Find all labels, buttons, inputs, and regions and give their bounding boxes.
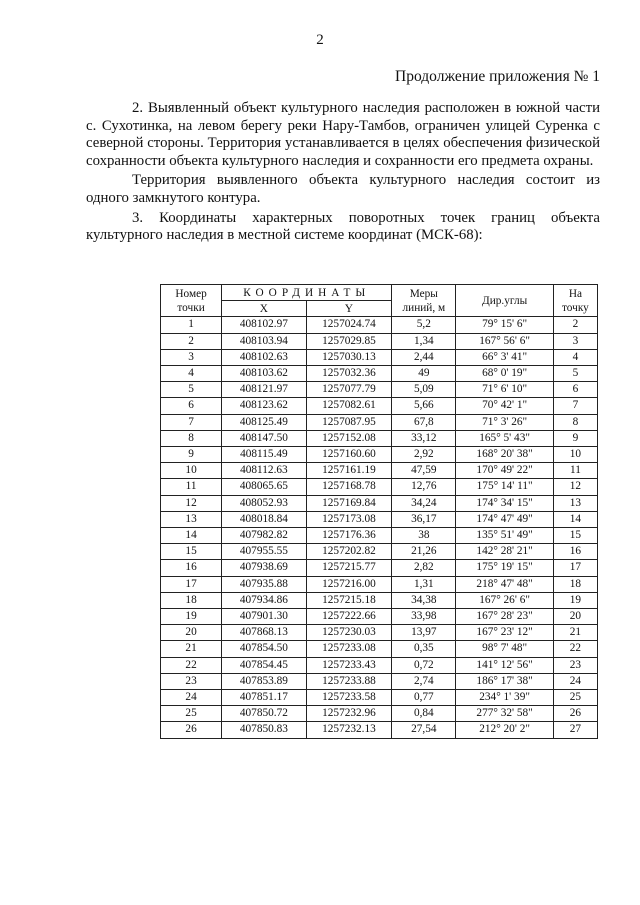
y-cell: 1257233.43 xyxy=(306,657,392,673)
table-row xyxy=(161,641,598,657)
y-cell: 1257176.36 xyxy=(306,528,392,544)
point-number-cell: 8 xyxy=(161,430,222,446)
to-point-cell: 5 xyxy=(553,365,597,381)
table-row xyxy=(161,447,598,463)
point-number-cell: 7 xyxy=(161,414,222,430)
table-row xyxy=(161,495,598,511)
y-cell: 1257233.08 xyxy=(306,641,392,657)
line-length-cell: 27,54 xyxy=(392,722,456,738)
table-row xyxy=(161,317,598,333)
direction-angle-cell: 167° 28' 23" xyxy=(456,609,554,625)
direction-angle-cell: 71° 3' 26" xyxy=(456,414,554,430)
line-length-cell: 33,12 xyxy=(392,430,456,446)
x-cell: 407850.83 xyxy=(222,722,306,738)
x-cell: 407868.13 xyxy=(222,625,306,641)
point-number-cell: 22 xyxy=(161,657,222,673)
x-cell: 407854.45 xyxy=(222,657,306,673)
y-cell: 1257233.58 xyxy=(306,690,392,706)
point-number-cell: 14 xyxy=(161,528,222,544)
table-row xyxy=(161,722,598,738)
point-number-cell: 25 xyxy=(161,706,222,722)
table-row xyxy=(161,560,598,576)
y-cell: 1257232.13 xyxy=(306,722,392,738)
to-point-cell: 4 xyxy=(553,349,597,365)
x-cell: 408102.97 xyxy=(222,317,306,333)
header-coordinates: КООРДИНАТЫ xyxy=(222,285,392,301)
line-length-cell: 5,2 xyxy=(392,317,456,333)
y-cell: 1257173.08 xyxy=(306,511,392,527)
line-length-cell: 49 xyxy=(392,365,456,381)
direction-angle-cell: 174° 47' 49" xyxy=(456,511,554,527)
table-row xyxy=(161,544,598,560)
table-row xyxy=(161,657,598,673)
y-cell: 1257215.77 xyxy=(306,560,392,576)
table-row xyxy=(161,576,598,592)
direction-angle-cell: 79° 15' 6" xyxy=(456,317,554,333)
point-number-cell: 18 xyxy=(161,592,222,608)
line-length-cell: 1,34 xyxy=(392,333,456,349)
line-length-cell: 33,98 xyxy=(392,609,456,625)
y-cell: 1257202.82 xyxy=(306,544,392,560)
to-point-cell: 15 xyxy=(553,528,597,544)
to-point-cell: 7 xyxy=(553,398,597,414)
x-cell: 408018.84 xyxy=(222,511,306,527)
x-cell: 408112.63 xyxy=(222,463,306,479)
point-number-cell: 2 xyxy=(161,333,222,349)
direction-angle-cell: 98° 7' 48" xyxy=(456,641,554,657)
direction-angle-cell: 175° 14' 11" xyxy=(456,479,554,495)
y-cell: 1257032.36 xyxy=(306,365,392,381)
table-body xyxy=(161,317,598,738)
line-length-cell: 21,26 xyxy=(392,544,456,560)
x-cell: 407982.82 xyxy=(222,528,306,544)
x-cell: 407934.86 xyxy=(222,592,306,608)
point-number-cell: 15 xyxy=(161,544,222,560)
header-line-length: Меры линий, м xyxy=(392,285,456,317)
header-to-point: На точку xyxy=(553,285,597,317)
table-row xyxy=(161,479,598,495)
table-row xyxy=(161,463,598,479)
y-cell: 1257082.61 xyxy=(306,398,392,414)
direction-angle-cell: 167° 56' 6" xyxy=(456,333,554,349)
x-cell: 408065.65 xyxy=(222,479,306,495)
to-point-cell: 20 xyxy=(553,609,597,625)
point-number-cell: 11 xyxy=(161,479,222,495)
table-row xyxy=(161,365,598,381)
to-point-cell: 2 xyxy=(553,317,597,333)
to-point-cell: 27 xyxy=(553,722,597,738)
header-direction-angle: Дир.углы xyxy=(456,285,554,317)
direction-angle-cell: 71° 6' 10" xyxy=(456,382,554,398)
line-length-cell: 0,84 xyxy=(392,706,456,722)
x-cell: 407850.72 xyxy=(222,706,306,722)
paragraph-contour: Территория выявленного объекта культурного наследия состоит из одного замкнутого контура. xyxy=(86,172,600,206)
direction-angle-cell: 165° 5' 43" xyxy=(456,430,554,446)
x-cell: 407955.55 xyxy=(222,544,306,560)
y-cell: 1257030.13 xyxy=(306,349,392,365)
direction-angle-cell: 66° 3' 41" xyxy=(456,349,554,365)
point-number-cell: 3 xyxy=(161,349,222,365)
direction-angle-cell: 168° 20' 38" xyxy=(456,447,554,463)
x-cell: 407901.30 xyxy=(222,609,306,625)
y-cell: 1257216.00 xyxy=(306,576,392,592)
table-row xyxy=(161,625,598,641)
point-number-cell: 9 xyxy=(161,447,222,463)
table-row xyxy=(161,690,598,706)
point-number-cell: 5 xyxy=(161,382,222,398)
line-length-cell: 36,17 xyxy=(392,511,456,527)
y-cell: 1257024.74 xyxy=(306,317,392,333)
line-length-cell: 34,24 xyxy=(392,495,456,511)
line-length-cell: 5,66 xyxy=(392,398,456,414)
direction-angle-cell: 234° 1' 39" xyxy=(456,690,554,706)
line-length-cell: 0,77 xyxy=(392,690,456,706)
y-cell: 1257169.84 xyxy=(306,495,392,511)
x-cell: 408147.50 xyxy=(222,430,306,446)
direction-angle-cell: 167° 23' 12" xyxy=(456,625,554,641)
to-point-cell: 17 xyxy=(553,560,597,576)
x-cell: 407854.50 xyxy=(222,641,306,657)
x-cell: 408052.93 xyxy=(222,495,306,511)
header-point-number: Номер точки xyxy=(161,285,222,317)
table-row xyxy=(161,673,598,689)
to-point-cell: 19 xyxy=(553,592,597,608)
to-point-cell: 12 xyxy=(553,479,597,495)
direction-angle-cell: 186° 17' 38" xyxy=(456,673,554,689)
x-cell: 408102.63 xyxy=(222,349,306,365)
direction-angle-cell: 70° 42' 1" xyxy=(456,398,554,414)
x-cell: 408123.62 xyxy=(222,398,306,414)
line-length-cell: 34,38 xyxy=(392,592,456,608)
y-cell: 1257222.66 xyxy=(306,609,392,625)
to-point-cell: 6 xyxy=(553,382,597,398)
table-row xyxy=(161,706,598,722)
point-number-cell: 10 xyxy=(161,463,222,479)
to-point-cell: 25 xyxy=(553,690,597,706)
x-cell: 408115.49 xyxy=(222,447,306,463)
table-row xyxy=(161,398,598,414)
to-point-cell: 8 xyxy=(553,414,597,430)
direction-angle-cell: 141° 12' 56" xyxy=(456,657,554,673)
direction-angle-cell: 142° 28' 21" xyxy=(456,544,554,560)
direction-angle-cell: 218° 47' 48" xyxy=(456,576,554,592)
point-number-cell: 4 xyxy=(161,365,222,381)
y-cell: 1257230.03 xyxy=(306,625,392,641)
line-length-cell: 0,72 xyxy=(392,657,456,673)
appendix-label: Продолжение приложения № 1 xyxy=(395,68,600,85)
point-number-cell: 19 xyxy=(161,609,222,625)
line-length-cell: 47,59 xyxy=(392,463,456,479)
line-length-cell: 2,44 xyxy=(392,349,456,365)
to-point-cell: 26 xyxy=(553,706,597,722)
direction-angle-cell: 212° 20' 2" xyxy=(456,722,554,738)
point-number-cell: 24 xyxy=(161,690,222,706)
line-length-cell: 0,35 xyxy=(392,641,456,657)
x-cell: 407851.17 xyxy=(222,690,306,706)
point-number-cell: 21 xyxy=(161,641,222,657)
table-row xyxy=(161,592,598,608)
to-point-cell: 10 xyxy=(553,447,597,463)
to-point-cell: 22 xyxy=(553,641,597,657)
direction-angle-cell: 170° 49' 22" xyxy=(456,463,554,479)
to-point-cell: 24 xyxy=(553,673,597,689)
point-number-cell: 23 xyxy=(161,673,222,689)
point-number-cell: 6 xyxy=(161,398,222,414)
line-length-cell: 12,76 xyxy=(392,479,456,495)
point-number-cell: 12 xyxy=(161,495,222,511)
y-cell: 1257029.85 xyxy=(306,333,392,349)
to-point-cell: 16 xyxy=(553,544,597,560)
line-length-cell: 38 xyxy=(392,528,456,544)
point-number-cell: 26 xyxy=(161,722,222,738)
direction-angle-cell: 135° 51' 49" xyxy=(456,528,554,544)
line-length-cell: 13,97 xyxy=(392,625,456,641)
line-length-cell: 2,92 xyxy=(392,447,456,463)
to-point-cell: 11 xyxy=(553,463,597,479)
y-cell: 1257215.18 xyxy=(306,592,392,608)
y-cell: 1257233.88 xyxy=(306,673,392,689)
to-point-cell: 3 xyxy=(553,333,597,349)
x-cell: 408121.97 xyxy=(222,382,306,398)
y-cell: 1257168.78 xyxy=(306,479,392,495)
to-point-cell: 21 xyxy=(553,625,597,641)
x-cell: 407935.88 xyxy=(222,576,306,592)
direction-angle-cell: 277° 32' 58" xyxy=(456,706,554,722)
body-text xyxy=(86,100,600,247)
x-cell: 407853.89 xyxy=(222,673,306,689)
table-row xyxy=(161,382,598,398)
y-cell: 1257161.19 xyxy=(306,463,392,479)
table-row xyxy=(161,609,598,625)
to-point-cell: 14 xyxy=(553,511,597,527)
header-y: Y xyxy=(306,301,392,317)
page-number: 2 xyxy=(316,32,324,48)
paragraph-location: 2. Выявленный объект культурного наследия расположен в южной части с. Сухотинка, на левом берегу реки Нару-Тамбов, ограничен улицей Суренка с северной стороны. Территория устанавливается в целях обеспечения физической сохранности объекта культурного наследия и сохранности его предмета охраны. xyxy=(86,100,600,169)
x-cell: 408103.94 xyxy=(222,333,306,349)
paragraph-coordinates-intro: 3. Координаты характерных поворотных точек границ объекта культурного наследия в местной системе координат (МСК-68): xyxy=(86,209,600,244)
line-length-cell: 67,8 xyxy=(392,414,456,430)
header-x: X xyxy=(222,301,306,317)
x-cell: 407938.69 xyxy=(222,560,306,576)
point-number-cell: 16 xyxy=(161,560,222,576)
line-length-cell: 2,82 xyxy=(392,560,456,576)
x-cell: 408103.62 xyxy=(222,365,306,381)
table-row xyxy=(161,414,598,430)
to-point-cell: 13 xyxy=(553,495,597,511)
direction-angle-cell: 174° 34' 15" xyxy=(456,495,554,511)
line-length-cell: 2,74 xyxy=(392,673,456,689)
direction-angle-cell: 167° 26' 6" xyxy=(456,592,554,608)
y-cell: 1257160.60 xyxy=(306,447,392,463)
table-row xyxy=(161,333,598,349)
table-row xyxy=(161,430,598,446)
x-cell: 408125.49 xyxy=(222,414,306,430)
to-point-cell: 23 xyxy=(553,657,597,673)
point-number-cell: 13 xyxy=(161,511,222,527)
direction-angle-cell: 68° 0' 19" xyxy=(456,365,554,381)
to-point-cell: 18 xyxy=(553,576,597,592)
coordinates-table xyxy=(160,284,598,739)
table-row xyxy=(161,528,598,544)
y-cell: 1257087.95 xyxy=(306,414,392,430)
to-point-cell: 9 xyxy=(553,430,597,446)
point-number-cell: 20 xyxy=(161,625,222,641)
table-row xyxy=(161,349,598,365)
table-row xyxy=(161,511,598,527)
y-cell: 1257077.79 xyxy=(306,382,392,398)
direction-angle-cell: 175° 19' 15" xyxy=(456,560,554,576)
point-number-cell: 1 xyxy=(161,317,222,333)
y-cell: 1257232.96 xyxy=(306,706,392,722)
y-cell: 1257152.08 xyxy=(306,430,392,446)
line-length-cell: 1,31 xyxy=(392,576,456,592)
line-length-cell: 5,09 xyxy=(392,382,456,398)
point-number-cell: 17 xyxy=(161,576,222,592)
